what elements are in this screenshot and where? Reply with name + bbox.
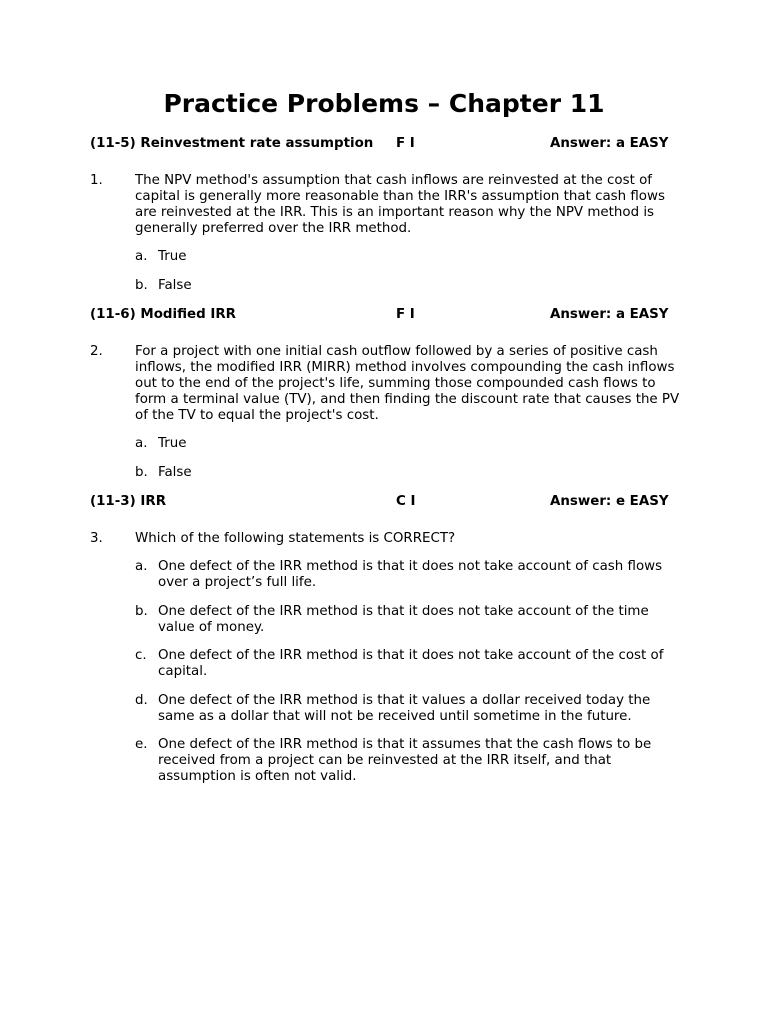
- question-2-number: 2.: [90, 344, 103, 359]
- option-text: True: [158, 249, 187, 264]
- page-title: Practice Problems – Chapter 11: [163, 89, 605, 118]
- question-2-header: [90, 306, 680, 324]
- option-letter: b.: [135, 604, 148, 619]
- option-letter: a.: [135, 559, 148, 574]
- option-letter: b.: [135, 278, 148, 293]
- option-text: False: [158, 465, 192, 480]
- question-3-option-c: [135, 648, 680, 680]
- question-2-meta: F I: [396, 307, 415, 322]
- question-3-meta: C I: [396, 494, 416, 509]
- option-letter: b.: [135, 465, 148, 480]
- question-2-option-a: [135, 436, 680, 452]
- option-text: One defect of the IRR method is that it values a dollar received today the same as a dollar that will not be received until sometime in the future.: [158, 693, 651, 724]
- question-3-option-d: [135, 693, 680, 725]
- option-text: One defect of the IRR method is that it does not take account of cash flows over a project’s full life.: [158, 559, 663, 590]
- question-1-option-a: [135, 249, 680, 265]
- question-3-option-a: [135, 559, 680, 591]
- question-2-topic: (11-6) Modified IRR: [90, 307, 236, 322]
- option-letter: e.: [135, 737, 148, 752]
- question-1-answer: Answer: a EASY: [550, 136, 669, 151]
- option-text: False: [158, 278, 192, 293]
- question-1-number: 1.: [90, 173, 103, 188]
- question-3-option-b: [135, 604, 680, 636]
- question-3-text: Which of the following statements is CORRECT?: [135, 531, 456, 546]
- question-1-option-b: [135, 278, 680, 294]
- option-letter: c.: [135, 648, 147, 663]
- option-text: One defect of the IRR method is that it assumes that the cash flows to be received from a project can be reinvested at the IRR itself, and that assumption is often not valid.: [158, 737, 652, 784]
- question-2-text: For a project with one initial cash outflow followed by a series of positive cash inflows, the modified IRR (MIRR) method involves compounding the cash inflows out to the end of the project's life, summing those compounded cash flows to form a terminal value (TV), and then finding the discount rate that causes the PV of the TV to equal the project's cost.: [135, 344, 680, 423]
- question-2-answer: Answer: a EASY: [550, 307, 669, 322]
- option-letter: a.: [135, 249, 148, 264]
- option-text: One defect of the IRR method is that it does not take account of the cost of capital.: [158, 648, 664, 679]
- question-3-header: [90, 493, 680, 511]
- question-3-number: 3.: [90, 531, 103, 546]
- question-3-option-e: [135, 737, 680, 785]
- option-text: One defect of the IRR method is that it does not take account of the time value of money.: [158, 604, 649, 635]
- question-1-topic: (11-5) Reinvestment rate assumption: [90, 136, 374, 151]
- question-3-topic: (11-3) IRR: [90, 494, 167, 509]
- question-3-answer: Answer: e EASY: [550, 494, 669, 509]
- question-1-meta: F I: [396, 136, 415, 151]
- option-letter: a.: [135, 436, 148, 451]
- question-1-header: [90, 135, 680, 153]
- option-letter: d.: [135, 693, 148, 708]
- question-1-text: The NPV method's assumption that cash inflows are reinvested at the cost of capital is generally more reasonable than the IRR's assumption that cash flows are reinvested at the IRR. This is an important reason why the NPV method is generally preferred over the IRR method.: [135, 173, 665, 236]
- question-2-option-b: [135, 465, 680, 481]
- option-text: True: [158, 436, 187, 451]
